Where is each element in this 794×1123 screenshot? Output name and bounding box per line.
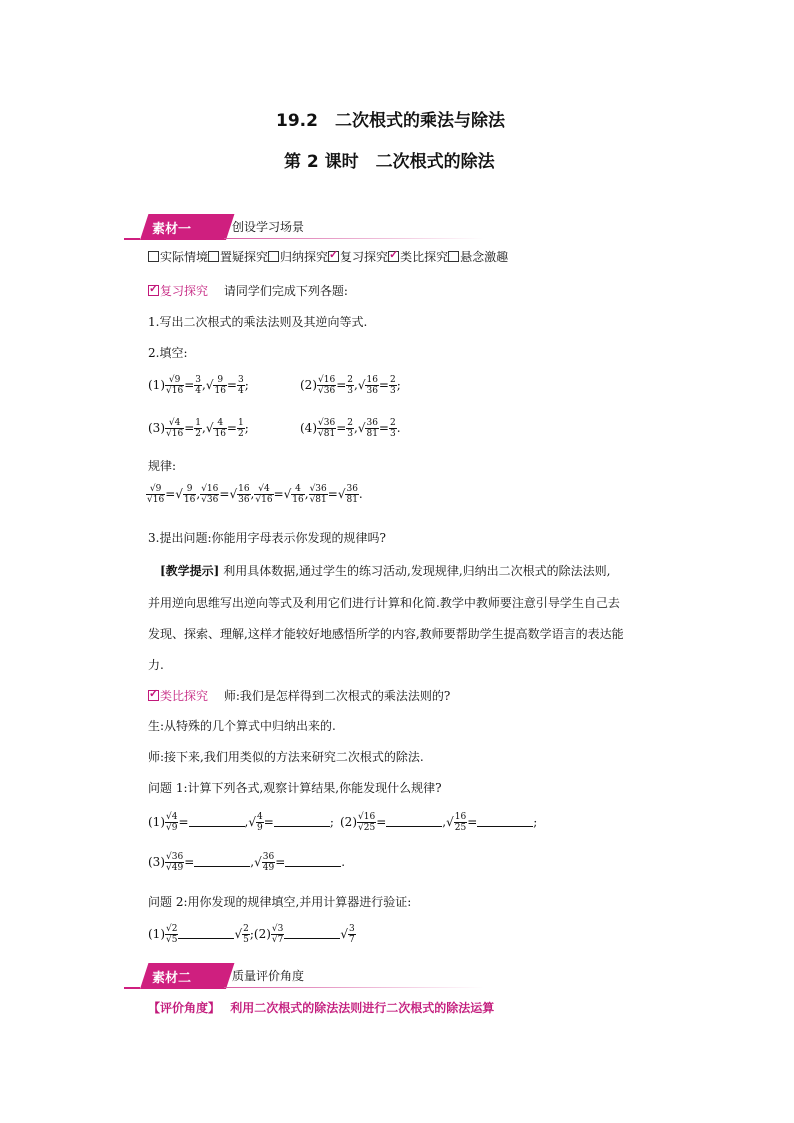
fraction <box>317 418 336 439</box>
analogy-section <box>148 688 450 704</box>
sqrt <box>446 812 467 833</box>
sqrt <box>206 418 227 439</box>
sqrt-sign: √ <box>248 815 257 829</box>
sqrt <box>234 924 249 945</box>
fraction <box>309 484 328 505</box>
punct: . <box>358 487 363 501</box>
equals: = <box>184 855 195 869</box>
page-subtitle: 第 2 课时 二次根式的除法 <box>284 152 495 172</box>
equals: = <box>226 421 237 435</box>
denominator: 81 <box>346 495 358 505</box>
page-title: 19.2 二次根式的乘法与除法 <box>276 111 505 131</box>
denominator: 81 <box>366 429 378 439</box>
denominator: 2 <box>237 429 244 439</box>
question-2: 2.填空: <box>148 346 188 360</box>
equals: = <box>178 815 189 829</box>
checkbox-label: 归纳探究 <box>280 250 329 264</box>
equals: = <box>263 815 274 829</box>
equals: = <box>226 378 237 392</box>
item-index: (1) <box>148 815 165 829</box>
answer-blank <box>274 816 330 827</box>
denominator: 16 <box>214 429 226 439</box>
evaluation-label: 【评价角度】 <box>148 1001 221 1015</box>
denominator: 4 <box>195 386 201 396</box>
sqrt <box>254 852 275 873</box>
section-tag-label: 素材二 <box>152 971 192 986</box>
equals: = <box>219 487 230 501</box>
section-heading: 创设学习场景 <box>232 220 305 234</box>
fraction <box>194 418 202 439</box>
question-3: 3.提出问题:你能用字母表示你发现的规律吗? <box>148 531 386 545</box>
fraction <box>242 924 250 945</box>
numerator: 1 <box>195 418 201 428</box>
denominator: √81 <box>309 495 327 505</box>
item-index: (3) <box>148 421 165 435</box>
fraction <box>183 484 196 505</box>
punct: ; <box>244 421 249 435</box>
numerator: 16 <box>238 484 250 494</box>
comma: , <box>442 815 447 829</box>
comma: , <box>353 378 358 392</box>
denominator: 36 <box>366 386 378 396</box>
fraction <box>389 375 397 396</box>
equals: = <box>327 487 338 501</box>
denominator: √16 <box>166 386 184 396</box>
item-index: (1) <box>148 927 165 941</box>
teaching-hint-label: [教学提示] <box>160 564 220 578</box>
answer-blank <box>477 816 533 827</box>
denominator: 49 <box>262 863 275 873</box>
answer-blank <box>285 856 341 867</box>
denominator: 4 <box>237 386 244 396</box>
checkbox-label: 实际情境 <box>160 250 209 264</box>
numerator: 16 <box>454 812 467 822</box>
fraction <box>165 418 184 439</box>
comma: , <box>353 421 358 435</box>
denominator: 3 <box>347 429 353 439</box>
comma: , <box>250 487 255 501</box>
numerator: 9 <box>183 484 196 495</box>
answer-blank <box>189 816 245 827</box>
numerator: 2 <box>243 924 249 934</box>
section2-heading: 质量评价角度 <box>232 969 305 983</box>
denominator: √5 <box>166 935 178 945</box>
comma: , <box>201 421 206 435</box>
denominator: √7 <box>271 935 284 945</box>
item-index: (2) <box>340 815 357 829</box>
answer-blank <box>284 928 340 939</box>
denominator: 9 <box>257 823 263 833</box>
checkbox[interactable] <box>208 251 219 262</box>
section-tag-label: 素材一 <box>152 222 192 237</box>
denominator: 25 <box>454 823 467 833</box>
checkbox-label: 悬念激趣 <box>460 250 509 264</box>
numerator: √16 <box>318 375 336 385</box>
equals: = <box>184 378 195 392</box>
sqrt-sign: √ <box>357 378 366 392</box>
evaluation <box>148 1000 494 1016</box>
denominator: 3 <box>389 386 396 396</box>
checkbox[interactable] <box>268 251 279 262</box>
item-index: (2) <box>253 927 271 941</box>
numerator: 4 <box>213 418 226 429</box>
comma: , <box>201 378 206 392</box>
fraction <box>256 812 264 833</box>
check-icon <box>148 690 159 701</box>
numerator: 2 <box>347 418 353 428</box>
sqrt <box>175 484 196 505</box>
teaching-hint-line3: 发现、探索、理解,这样才能较好地感悟所学的内容,教师要帮助学生提高数学语言的表达能 <box>148 627 624 641</box>
fraction <box>200 484 219 505</box>
rule-label: 规律: <box>148 459 177 473</box>
sqrt-sign: √ <box>340 927 349 941</box>
numerator: 36 <box>366 418 378 428</box>
denominator: 2 <box>195 429 201 439</box>
checkbox[interactable] <box>148 251 159 262</box>
sqrt <box>229 484 250 505</box>
numerator: 3 <box>237 375 244 385</box>
fraction <box>317 375 336 396</box>
denominator: √81 <box>318 429 336 439</box>
fraction <box>262 852 275 873</box>
sqrt-sign: √ <box>337 487 346 501</box>
checkbox-row <box>148 249 508 265</box>
equals: = <box>184 421 195 435</box>
fraction <box>454 812 467 833</box>
sqrt <box>358 375 379 396</box>
item-index: (3) <box>148 855 165 869</box>
punct: ; <box>249 927 254 941</box>
equals: = <box>275 855 286 869</box>
sqrt <box>248 812 263 833</box>
sqrt-sign: √ <box>229 487 238 501</box>
numerator: 36 <box>346 484 358 494</box>
item-index: (2) <box>300 378 317 392</box>
denominator: 36 <box>238 495 250 505</box>
denominator: √49 <box>166 863 184 873</box>
checkbox[interactable] <box>448 251 459 262</box>
sqrt-sign: √ <box>283 487 292 501</box>
item-index: (4) <box>300 421 317 435</box>
numerator: √3 <box>271 924 284 934</box>
fraction <box>165 375 184 396</box>
problem1-item-2 <box>340 812 537 833</box>
review-section <box>148 283 348 299</box>
fraction <box>291 484 304 505</box>
equals: = <box>378 421 389 435</box>
sqrt <box>284 484 305 505</box>
numerator: √36 <box>166 852 184 862</box>
fraction <box>346 418 354 439</box>
checkbox-label: 类比探究 <box>400 250 449 264</box>
problem-2: 问题 2:用你发现的规律填空,并用计算器进行验证: <box>148 895 412 909</box>
fraction <box>165 924 178 945</box>
denominator: 16 <box>183 495 196 505</box>
fraction <box>365 418 378 439</box>
comma: , <box>196 487 201 501</box>
punct: ; <box>329 815 334 829</box>
sqrt-sign: √ <box>234 927 243 941</box>
numerator: 2 <box>389 418 396 428</box>
denominator: 7 <box>349 935 355 945</box>
problem2-items <box>148 924 356 945</box>
numerator: 2 <box>347 375 353 385</box>
denominator: 16 <box>292 495 304 505</box>
equals: = <box>376 815 387 829</box>
fraction <box>237 484 250 505</box>
numerator: √16 <box>201 484 219 494</box>
problem1-item-1 <box>148 812 334 833</box>
equals: = <box>336 421 347 435</box>
denominator: √36 <box>201 495 219 505</box>
fraction <box>254 484 273 505</box>
numerator: √4 <box>254 484 273 495</box>
answer-blank <box>194 856 250 867</box>
sqrt <box>206 375 227 396</box>
answer-blank <box>386 816 442 827</box>
checkbox-label: 置疑探究 <box>220 250 269 264</box>
numerator: 2 <box>389 375 396 385</box>
comma: , <box>304 487 309 501</box>
teaching-hint <box>160 563 610 579</box>
checkbox-label: 复习探究 <box>340 250 389 264</box>
denominator: √25 <box>358 823 376 833</box>
fill-item-2 <box>300 375 401 396</box>
numerator: 16 <box>366 375 378 385</box>
checkbox[interactable] <box>328 251 339 262</box>
denominator: √16 <box>166 429 184 439</box>
numerator: √9 <box>146 484 165 495</box>
sqrt-sign: √ <box>357 421 366 435</box>
numerator: √36 <box>309 484 327 494</box>
analogy-line3: 师:接下来,我们用类似的方法来研究二次根式的除法. <box>148 750 424 764</box>
sqrt <box>358 418 379 439</box>
sqrt-sign: √ <box>446 815 454 829</box>
analogy-line1: 师:我们是怎样得到二次根式的乘法法则的? <box>223 689 451 703</box>
punct: ; <box>533 815 538 829</box>
equals: = <box>336 378 347 392</box>
fraction <box>389 418 397 439</box>
question-1: 1.写出二次根式的乘法法则及其逆向等式. <box>148 315 368 329</box>
fraction <box>357 812 376 833</box>
equals: = <box>378 378 389 392</box>
denominator: 3 <box>389 429 396 439</box>
review-label: 复习探究 <box>160 284 209 298</box>
fraction <box>365 375 378 396</box>
sqrt <box>340 924 355 945</box>
denominator: √16 <box>255 495 273 505</box>
fraction <box>194 375 202 396</box>
denominator: 16 <box>214 386 226 396</box>
fraction <box>345 484 358 505</box>
numerator: √2 <box>166 924 178 934</box>
fraction <box>271 924 284 945</box>
equals: = <box>273 487 284 501</box>
punct: ; <box>244 378 249 392</box>
numerator: 3 <box>349 924 355 934</box>
teaching-hint-line2: 并用逆向思维写出逆向等式及利用它们进行计算和化简.教学中教师要注意引导学生自己去 <box>148 596 620 610</box>
answer-blank <box>178 928 234 939</box>
fraction <box>346 375 354 396</box>
numerator: 4 <box>257 812 263 822</box>
sqrt-sign: √ <box>175 487 183 501</box>
sqrt-sign: √ <box>205 421 214 435</box>
rule-formula <box>146 484 363 505</box>
equals: = <box>467 815 478 829</box>
analogy-line2: 生:从特殊的几个算式中归纳出来的. <box>148 719 336 733</box>
denominator: 3 <box>347 386 353 396</box>
teaching-hint-line4: 力. <box>148 658 164 672</box>
sqrt-sign: √ <box>205 378 214 392</box>
sqrt <box>338 484 359 505</box>
numerator: 1 <box>237 418 244 428</box>
comma: , <box>244 815 249 829</box>
denominator: √36 <box>318 386 336 396</box>
fraction <box>237 375 245 396</box>
numerator: √4 <box>166 812 178 822</box>
fraction <box>165 852 184 873</box>
equals: = <box>165 487 176 501</box>
evaluation-text: 利用二次根式的除法法则进行二次根式的除法运算 <box>230 1001 495 1015</box>
numerator: 4 <box>291 484 304 495</box>
comma: , <box>250 855 255 869</box>
numerator: √36 <box>318 418 336 428</box>
item-index: (1) <box>148 378 165 392</box>
numerator: 36 <box>262 852 275 862</box>
numerator: √4 <box>165 418 184 429</box>
punct: ; <box>396 378 401 392</box>
punct: . <box>396 421 401 435</box>
review-intro: 请同学们完成下列各题: <box>223 284 348 298</box>
fraction <box>146 484 165 505</box>
numerator: 3 <box>195 375 201 385</box>
teaching-hint-line1: 利用具体数据,通过学生的练习活动,发现规律,归纳出二次根式的除法法则, <box>223 564 611 578</box>
numerator: √16 <box>358 812 376 822</box>
sqrt-sign: √ <box>254 855 262 869</box>
numerator: √9 <box>165 375 184 386</box>
numerator: 9 <box>213 375 226 386</box>
denominator: √9 <box>166 823 178 833</box>
analogy-label: 类比探究 <box>160 689 209 703</box>
problem-1: 问题 1:计算下列各式,观察计算结果,你能发现什么规律? <box>148 781 442 795</box>
fill-item-3 <box>148 418 249 439</box>
fill-item-4 <box>300 418 401 439</box>
denominator: √16 <box>147 495 165 505</box>
fraction <box>348 924 356 945</box>
checkbox[interactable] <box>388 251 399 262</box>
punct: . <box>341 855 346 869</box>
fraction <box>237 418 245 439</box>
check-icon <box>148 285 159 296</box>
fill-item-1 <box>148 375 249 396</box>
fraction <box>165 812 178 833</box>
fraction <box>213 418 226 439</box>
problem1-item-3 <box>148 852 345 873</box>
fraction <box>213 375 226 396</box>
denominator: 5 <box>243 935 249 945</box>
